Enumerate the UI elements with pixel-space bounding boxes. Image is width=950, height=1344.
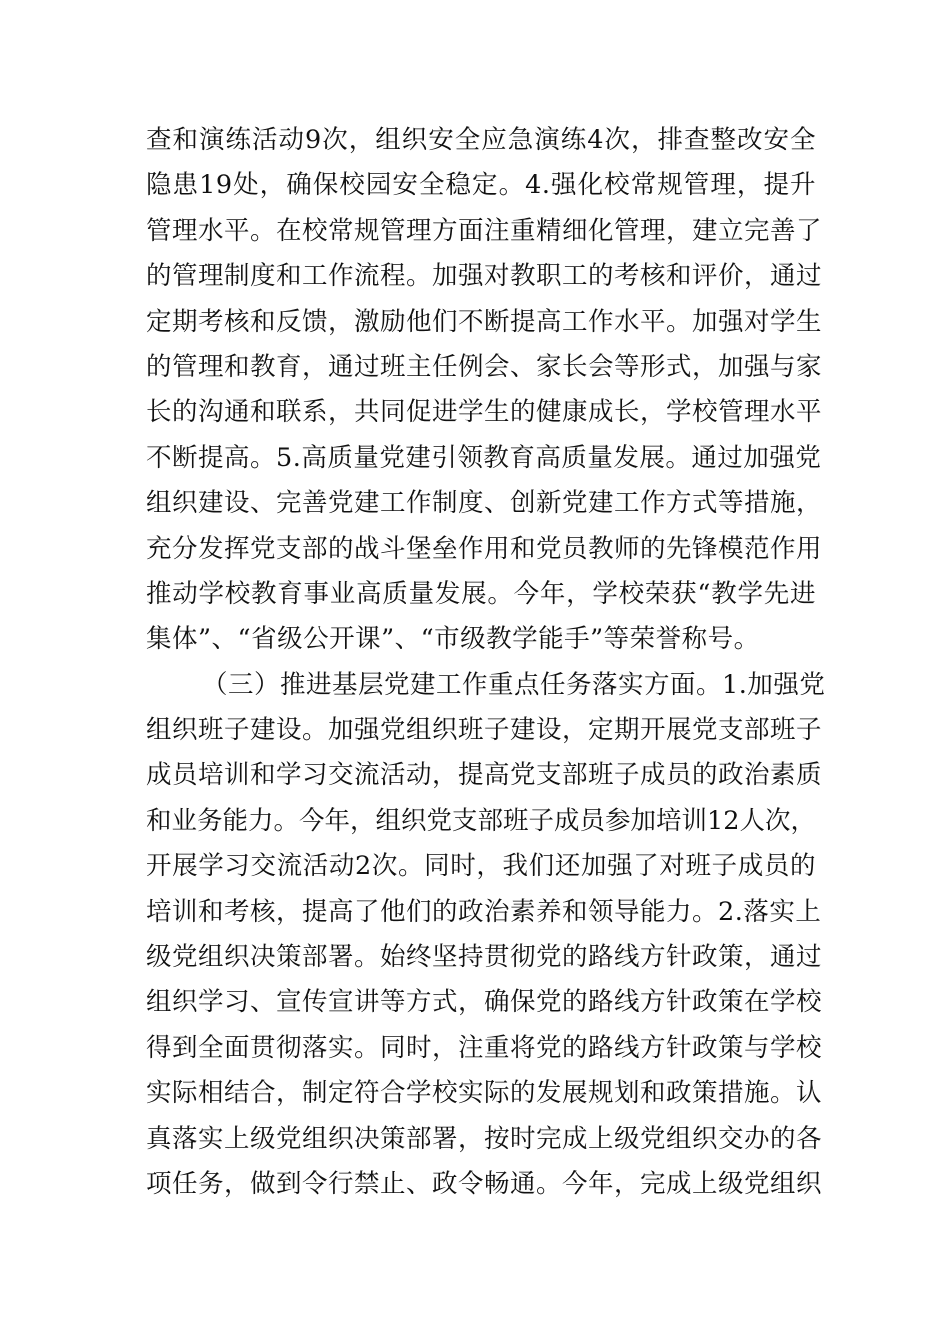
text-line: 得到全面贯彻落实。同时，注重将党的路线方针政策与学校 [146, 1032, 823, 1063]
text-line: 不断提高。5.高质量党建引领教育高质量发展。通过加强党 [146, 442, 822, 473]
text-line: 开展学习交流活动2次。同时，我们还加强了对班子成员的 [146, 851, 816, 882]
text-line: 项任务，做到令行禁止、政令畅通。今年，完成上级党组织 [146, 1168, 823, 1199]
text-line: 集体”、“省级公开课”、“市级教学能手”等荣誉称号。 [146, 624, 760, 655]
text-line: 组织学习、宣传宣讲等方式，确保党的路线方针政策在学校 [146, 987, 823, 1018]
text-line: 管理水平。在校常规管理方面注重精细化管理，建立完善了 [146, 215, 823, 246]
text-line: 级党组织决策部署。始终坚持贯彻党的路线方针政策，通过 [146, 942, 823, 973]
text-line: 查和演练活动9次，组织安全应急演练4次，排查整改安全 [146, 125, 816, 155]
text-line: 组织建设、完善党建工作制度、创新党建工作方式等措施， [146, 488, 823, 519]
text-line: 的管理和教育，通过班主任例会、家长会等形式，加强与家 [146, 351, 823, 382]
text-line: 真落实上级党组织决策部署，按时完成上级党组织交办的各 [146, 1123, 823, 1154]
text-line: 成员培训和学习交流活动，提高党支部班子成员的政治素质 [146, 760, 823, 791]
text-line: 隐患19处，确保校园安全稳定。4.强化校常规管理，提升 [146, 170, 816, 201]
text-line: 的管理制度和工作流程。加强对教职工的考核和评价，通过 [146, 261, 823, 292]
text-line: 长的沟通和联系，共同促进学生的健康成长，学校管理水平 [146, 397, 823, 428]
text-line: 组织班子建设。加强党组织班子建设，定期开展党支部班子 [146, 715, 823, 746]
text-line: 推动学校教育事业高质量发展。今年，学校荣获“教学先进 [146, 578, 816, 609]
text-line: 定期考核和反馈，激励他们不断提高工作水平。加强对学生 [146, 306, 823, 337]
text-line: 和业务能力。今年，组织党支部班子成员参加培训12人次， [146, 805, 816, 836]
section-heading-line: （三）推进基层党建工作重点任务落实方面。1.加强党 [202, 669, 826, 700]
text-line: 培训和考核，提高了他们的政治素养和领导能力。2.落实上 [146, 896, 822, 927]
body-text [146, 118, 826, 1207]
text-line: 充分发挥党支部的战斗堡垒作用和党员教师的先锋模范作用 [146, 533, 823, 564]
text-line: 实际相结合，制定符合学校实际的发展规划和政策措施。认 [146, 1078, 823, 1109]
